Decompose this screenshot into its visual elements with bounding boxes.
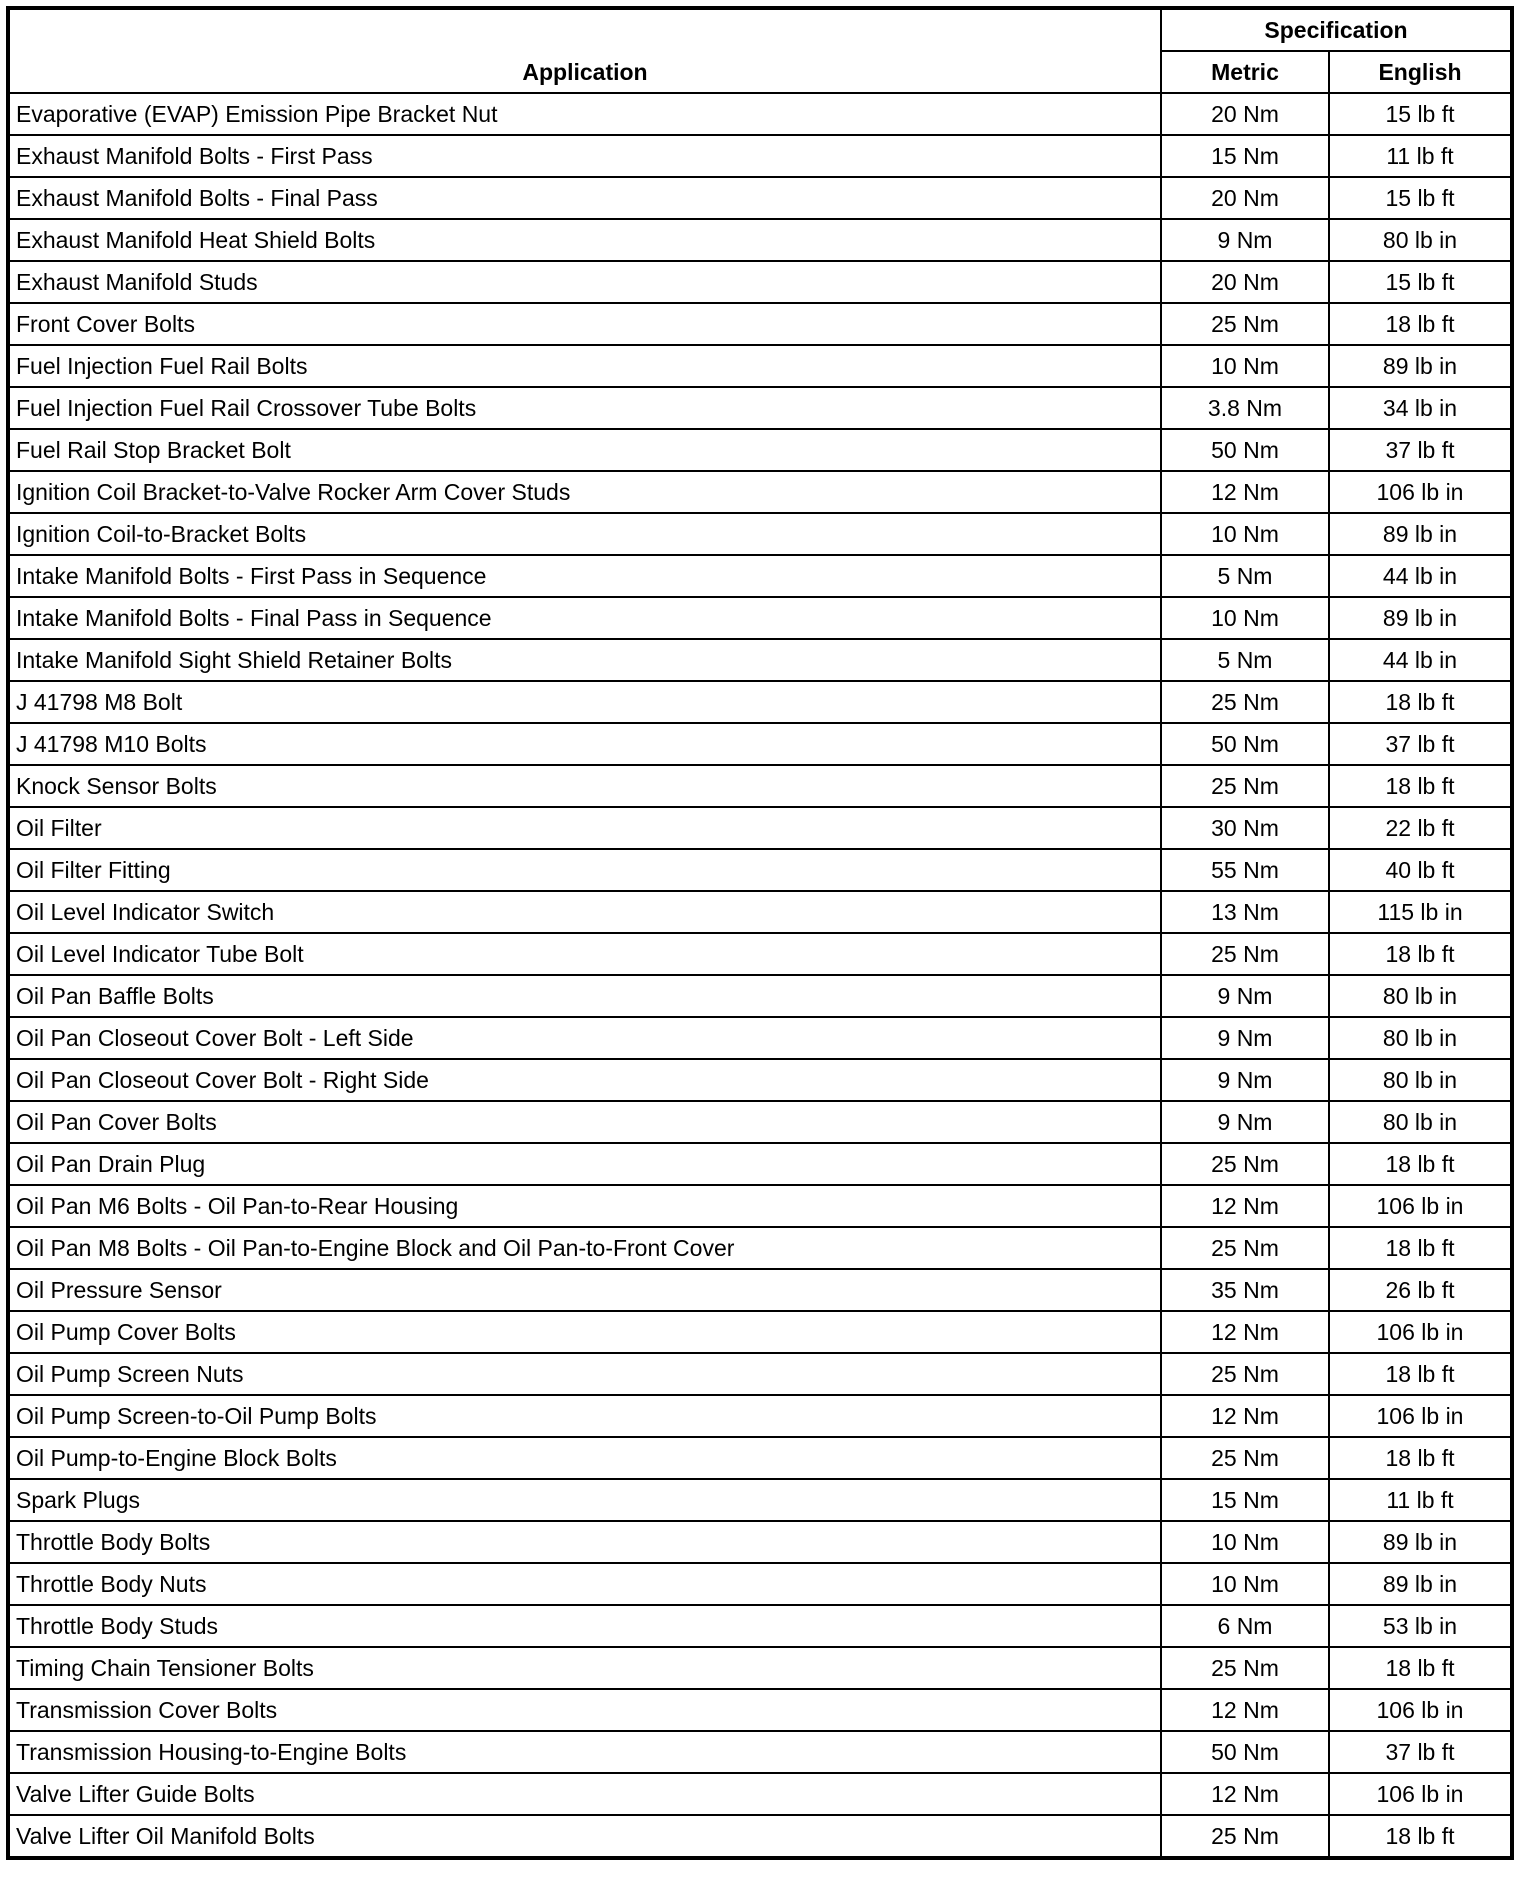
table-row [8,1185,1512,1227]
metric-cell: 25 Nm [1161,1143,1329,1185]
metric-header: Metric [1161,51,1329,93]
english-cell: 89 lb in [1329,597,1512,639]
metric-cell: 25 Nm [1161,933,1329,975]
english-cell: 18 lb ft [1329,1143,1512,1185]
metric-cell: 50 Nm [1161,1731,1329,1773]
torque-specification-table [6,6,1514,1860]
english-cell: 18 lb ft [1329,1227,1512,1269]
application-cell: Oil Pan Cover Bolts [8,1101,1161,1143]
table-row [8,1689,1512,1731]
metric-cell: 12 Nm [1161,1395,1329,1437]
table-row [8,345,1512,387]
metric-cell: 5 Nm [1161,639,1329,681]
english-cell: 18 lb ft [1329,681,1512,723]
application-cell: Oil Pump Screen-to-Oil Pump Bolts [8,1395,1161,1437]
metric-cell: 25 Nm [1161,1647,1329,1689]
table-row [8,1521,1512,1563]
application-cell: Oil Level Indicator Switch [8,891,1161,933]
english-cell: 18 lb ft [1329,765,1512,807]
english-cell: 106 lb in [1329,1395,1512,1437]
application-cell: Oil Filter Fitting [8,849,1161,891]
application-cell: Transmission Housing-to-Engine Bolts [8,1731,1161,1773]
metric-cell: 5 Nm [1161,555,1329,597]
english-cell: 22 lb ft [1329,807,1512,849]
english-cell: 80 lb in [1329,1101,1512,1143]
metric-cell: 50 Nm [1161,723,1329,765]
table-row [8,1815,1512,1858]
table-row [8,1605,1512,1647]
application-cell: Spark Plugs [8,1479,1161,1521]
metric-cell: 12 Nm [1161,471,1329,513]
english-cell: 37 lb ft [1329,723,1512,765]
application-cell: Exhaust Manifold Heat Shield Bolts [8,219,1161,261]
metric-cell: 30 Nm [1161,807,1329,849]
english-cell: 89 lb in [1329,345,1512,387]
application-cell: Oil Pressure Sensor [8,1269,1161,1311]
application-cell: Intake Manifold Sight Shield Retainer Bolts [8,639,1161,681]
metric-cell: 25 Nm [1161,1437,1329,1479]
table-row [8,681,1512,723]
application-cell: Oil Pump Cover Bolts [8,1311,1161,1353]
application-cell: Oil Level Indicator Tube Bolt [8,933,1161,975]
table-row [8,1479,1512,1521]
english-cell: 106 lb in [1329,1773,1512,1815]
table-row [8,1731,1512,1773]
application-cell: Evaporative (EVAP) Emission Pipe Bracket Nut [8,93,1161,135]
application-cell: J 41798 M10 Bolts [8,723,1161,765]
application-cell: Valve Lifter Guide Bolts [8,1773,1161,1815]
english-cell: 44 lb in [1329,639,1512,681]
application-cell: Oil Filter [8,807,1161,849]
metric-cell: 15 Nm [1161,1479,1329,1521]
application-cell: Oil Pan M8 Bolts - Oil Pan-to-Engine Block and Oil Pan-to-Front Cover [8,1227,1161,1269]
application-cell: Ignition Coil Bracket-to-Valve Rocker Arm Cover Studs [8,471,1161,513]
table-row [8,177,1512,219]
metric-cell: 12 Nm [1161,1689,1329,1731]
metric-cell: 9 Nm [1161,975,1329,1017]
application-cell: Front Cover Bolts [8,303,1161,345]
metric-cell: 25 Nm [1161,765,1329,807]
english-cell: 80 lb in [1329,975,1512,1017]
table-row [8,261,1512,303]
english-cell: 53 lb in [1329,1605,1512,1647]
metric-cell: 25 Nm [1161,303,1329,345]
application-cell: Transmission Cover Bolts [8,1689,1161,1731]
table-row [8,555,1512,597]
english-cell: 106 lb in [1329,471,1512,513]
english-cell: 89 lb in [1329,1521,1512,1563]
table-row [8,303,1512,345]
application-cell: Intake Manifold Bolts - Final Pass in Sequence [8,597,1161,639]
metric-cell: 20 Nm [1161,261,1329,303]
english-cell: 15 lb ft [1329,177,1512,219]
english-cell: 106 lb in [1329,1311,1512,1353]
table-row [8,849,1512,891]
table-row [8,1437,1512,1479]
english-cell: 15 lb ft [1329,93,1512,135]
application-cell: Oil Pan Closeout Cover Bolt - Left Side [8,1017,1161,1059]
application-cell: Throttle Body Nuts [8,1563,1161,1605]
table-row [8,1227,1512,1269]
english-cell: 26 lb ft [1329,1269,1512,1311]
english-cell: 37 lb ft [1329,429,1512,471]
table-row [8,1143,1512,1185]
application-cell: Fuel Injection Fuel Rail Bolts [8,345,1161,387]
table-row [8,723,1512,765]
table-row [8,135,1512,177]
application-cell: Throttle Body Bolts [8,1521,1161,1563]
table-row [8,765,1512,807]
application-cell: Oil Pan Drain Plug [8,1143,1161,1185]
metric-cell: 15 Nm [1161,135,1329,177]
metric-cell: 10 Nm [1161,1563,1329,1605]
metric-cell: 12 Nm [1161,1185,1329,1227]
english-cell: 18 lb ft [1329,933,1512,975]
english-header: English [1329,51,1512,93]
application-cell: Oil Pan Closeout Cover Bolt - Right Side [8,1059,1161,1101]
english-cell: 18 lb ft [1329,1815,1512,1858]
metric-cell: 13 Nm [1161,891,1329,933]
metric-cell: 35 Nm [1161,1269,1329,1311]
application-cell: Oil Pump Screen Nuts [8,1353,1161,1395]
english-cell: 89 lb in [1329,1563,1512,1605]
english-cell: 115 lb in [1329,891,1512,933]
metric-cell: 10 Nm [1161,513,1329,555]
application-cell: Exhaust Manifold Bolts - Final Pass [8,177,1161,219]
english-cell: 106 lb in [1329,1185,1512,1227]
metric-cell: 25 Nm [1161,1227,1329,1269]
metric-cell: 25 Nm [1161,1815,1329,1858]
english-cell: 89 lb in [1329,513,1512,555]
application-cell: Knock Sensor Bolts [8,765,1161,807]
metric-cell: 10 Nm [1161,345,1329,387]
english-cell: 18 lb ft [1329,303,1512,345]
metric-cell: 6 Nm [1161,1605,1329,1647]
english-cell: 18 lb ft [1329,1647,1512,1689]
metric-cell: 50 Nm [1161,429,1329,471]
table-row [8,387,1512,429]
application-cell: Timing Chain Tensioner Bolts [8,1647,1161,1689]
metric-cell: 9 Nm [1161,1017,1329,1059]
english-cell: 106 lb in [1329,1689,1512,1731]
table-row [8,1101,1512,1143]
english-cell: 11 lb ft [1329,135,1512,177]
application-cell: Ignition Coil-to-Bracket Bolts [8,513,1161,555]
metric-cell: 9 Nm [1161,219,1329,261]
metric-cell: 25 Nm [1161,681,1329,723]
english-cell: 18 lb ft [1329,1353,1512,1395]
specification-header: Specification [1161,8,1512,51]
application-cell: Intake Manifold Bolts - First Pass in Sequence [8,555,1161,597]
table-row [8,1353,1512,1395]
english-cell: 44 lb in [1329,555,1512,597]
table-row [8,1269,1512,1311]
metric-cell: 9 Nm [1161,1059,1329,1101]
application-cell: Valve Lifter Oil Manifold Bolts [8,1815,1161,1858]
english-cell: 37 lb ft [1329,1731,1512,1773]
application-cell: J 41798 M8 Bolt [8,681,1161,723]
english-cell: 80 lb in [1329,1017,1512,1059]
table-row [8,891,1512,933]
metric-cell: 12 Nm [1161,1311,1329,1353]
table-row [8,639,1512,681]
table-row [8,1773,1512,1815]
application-cell: Oil Pan M6 Bolts - Oil Pan-to-Rear Housing [8,1185,1161,1227]
table-row [8,513,1512,555]
table-row [8,219,1512,261]
table-row [8,1017,1512,1059]
english-cell: 80 lb in [1329,219,1512,261]
metric-cell: 25 Nm [1161,1353,1329,1395]
metric-cell: 9 Nm [1161,1101,1329,1143]
english-cell: 11 lb ft [1329,1479,1512,1521]
english-cell: 80 lb in [1329,1059,1512,1101]
application-cell: Fuel Injection Fuel Rail Crossover Tube Bolts [8,387,1161,429]
metric-cell: 55 Nm [1161,849,1329,891]
table-row [8,597,1512,639]
table-row [8,471,1512,513]
metric-cell: 3.8 Nm [1161,387,1329,429]
application-cell: Fuel Rail Stop Bracket Bolt [8,429,1161,471]
table-row [8,429,1512,471]
application-cell: Exhaust Manifold Studs [8,261,1161,303]
table-row [8,933,1512,975]
metric-cell: 12 Nm [1161,1773,1329,1815]
application-cell: Throttle Body Studs [8,1605,1161,1647]
table-row [8,975,1512,1017]
english-cell: 18 lb ft [1329,1437,1512,1479]
metric-cell: 20 Nm [1161,93,1329,135]
english-cell: 34 lb in [1329,387,1512,429]
table-row [8,807,1512,849]
table-row [8,93,1512,135]
table-row [8,1311,1512,1353]
table-row [8,1395,1512,1437]
english-cell: 40 lb ft [1329,849,1512,891]
table-row [8,1059,1512,1101]
application-header: Application [8,8,1161,93]
application-cell: Oil Pump-to-Engine Block Bolts [8,1437,1161,1479]
table-row [8,1563,1512,1605]
application-cell: Exhaust Manifold Bolts - First Pass [8,135,1161,177]
metric-cell: 10 Nm [1161,597,1329,639]
application-cell: Oil Pan Baffle Bolts [8,975,1161,1017]
english-cell: 15 lb ft [1329,261,1512,303]
metric-cell: 10 Nm [1161,1521,1329,1563]
metric-cell: 20 Nm [1161,177,1329,219]
table-row [8,1647,1512,1689]
